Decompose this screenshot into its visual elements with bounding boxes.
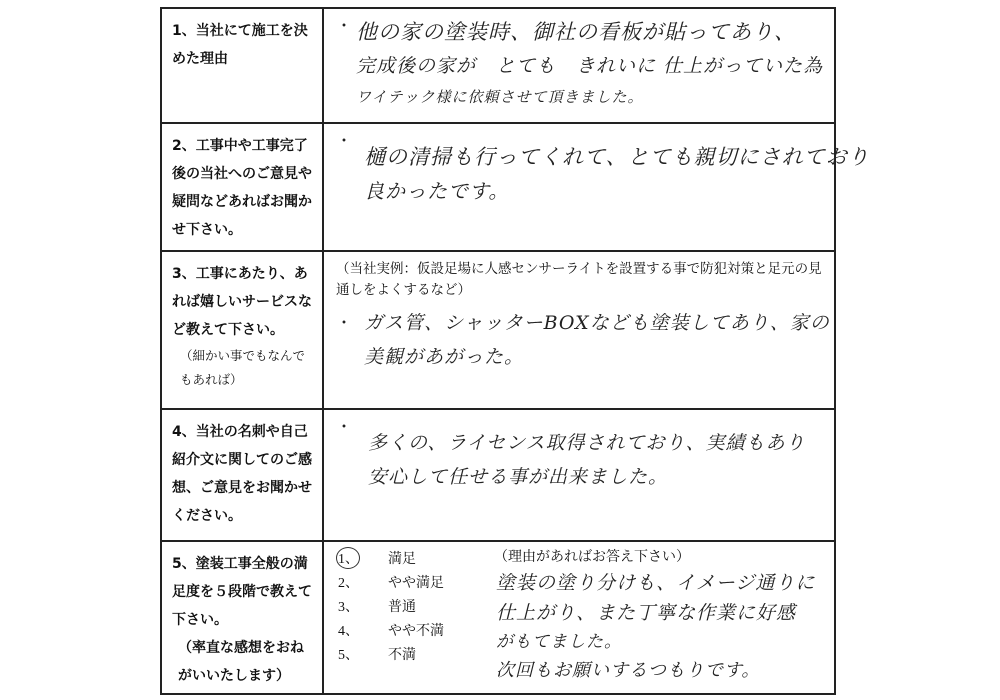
answer-2 (324, 124, 870, 250)
scale-option-3[interactable]: 3、 普通 (338, 600, 416, 615)
answer-5-line-2: 仕上がり、また丁寧な作業に好感 (496, 602, 797, 624)
answer-4-line-1: 多くの、ライセンス取得されており、実績もあり (368, 432, 806, 454)
answer-5-lines (496, 568, 815, 686)
question-row-3 (162, 252, 834, 410)
bullet-marker: ・ (336, 313, 353, 332)
question-row-4 (162, 410, 834, 542)
answer-2-line-1: 樋の清掃も行ってくれて、とても親切にされており (364, 145, 870, 169)
answer-5-line-4: 次回もお願いするつもりです。 (496, 660, 761, 681)
answer-3-line-1: ガス管、シャッターBOXなども塗装してあり、家の (364, 312, 830, 334)
answer-4-line-2: 安心して任せる事が出来ました。 (368, 466, 669, 488)
satisfaction-scale (334, 546, 504, 666)
question-row-2 (162, 124, 870, 252)
question-row-5 (162, 542, 834, 695)
bullet-marker: ・ (336, 131, 353, 150)
question-4-label: 4、当社の名刺や自己紹介文に関してのご感想、ご意見をお聞かせください。 (162, 410, 324, 540)
scale-option-4[interactable]: 4、 やや不満 (338, 624, 444, 639)
question-5-label: 5、塗装工事全般の満足度を５段階で教えて下さい。 （率直な感想をおねがいいたします） (162, 542, 324, 695)
selected-circle (336, 547, 360, 569)
question-3-label: 3、工事にあたり、あれば嬉しいサービスなど教えて下さい。 （細かい事でもなんでもあれば） (162, 252, 324, 408)
question-1-label: 1、当社にて施工を決めた理由 (162, 9, 324, 122)
question-3-sub: （細かい事でもなんでもあれば） (180, 348, 306, 387)
answer-2-line-2: 良かったです。 (364, 179, 510, 203)
answer-3-line-2: 美観があがった。 (364, 346, 525, 368)
answer-1-line-1: 他の家の塗装時、御社の看板が貼ってあり、 (356, 20, 796, 44)
answer-1-line-3: ワイテック様に依頼させて頂きました。 (356, 88, 644, 106)
answer-3 (324, 252, 834, 408)
scale-option-5[interactable]: 5、 不満 (338, 648, 416, 663)
reason-prompt: （理由があればお答え下さい） (494, 550, 690, 565)
questionnaire-sheet (160, 7, 870, 695)
scale-option-1[interactable]: 1、 満足 (338, 552, 416, 567)
answer-5-line-3: がもてました。 (496, 632, 622, 652)
answer-1-line-2: 完成後の家が とても きれいに 仕上がっていた為 (356, 55, 824, 77)
bullet-marker: ・ (336, 16, 353, 35)
answer-5-line-1: 塗装の塗り分けも、イメージ通りに (496, 572, 816, 594)
answer-1 (324, 9, 834, 122)
bullet-marker: ・ (336, 417, 353, 436)
question-row-1 (162, 9, 834, 124)
example-note: （当社実例：仮設足場に人感センサーライトを設置する事で防犯対策と足元の見通しをよくするなど） (336, 261, 822, 297)
scale-option-2[interactable]: 2、 やや満足 (338, 576, 444, 591)
question-5-sub: （率直な感想をおねがいいたします） (178, 640, 304, 684)
question-2-label: 2、工事中や工事完了後の当社へのご意見や疑問などあればお聞かせ下さい。 (162, 124, 324, 250)
answer-5 (324, 542, 834, 695)
answer-4 (324, 410, 834, 540)
